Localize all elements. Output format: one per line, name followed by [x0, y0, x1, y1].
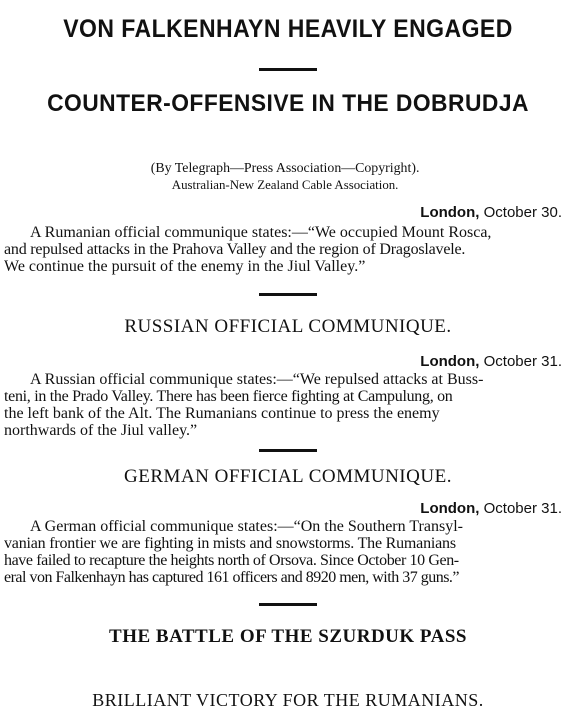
dateline-date: October 30. — [483, 204, 562, 221]
section3-line-1: A German official communique states:—“On the Southern Transyl- — [30, 518, 463, 535]
section3-line-2: vanian frontier we are fighting in mists and snowstorms. The Rumanians — [4, 535, 456, 552]
section4-subheading: BRILLIANT VICTORY FOR THE RUMANIANS. — [92, 690, 484, 710]
section2-line-2: teni, in the Prado Valley. There has been fierce fighting at Campulung, on — [4, 388, 453, 405]
section1-line-1: A Rumanian official communique states:—“We occupied Mount Rosca, — [30, 224, 492, 241]
section2-line-1: A Russian official communique states:—“We repulsed attacks at Buss- — [30, 371, 484, 388]
section3-rule — [259, 603, 317, 606]
headline-rule — [259, 68, 317, 71]
dateline-section1 — [420, 204, 562, 221]
dateline-place: London, — [420, 353, 480, 370]
section1-line-3: We continue the pursuit of the enemy in the Jiul Valley.” — [4, 258, 366, 275]
main-headline: VON FALKENHAYN HEAVILY ENGAGED — [63, 15, 513, 43]
section3-line-4: eral von Falkenhayn has captured 161 officers and 8920 men, with 37 guns.” — [4, 569, 460, 586]
section3-heading: GERMAN OFFICIAL COMMUNIQUE. — [124, 466, 452, 487]
section2-rule — [259, 449, 317, 452]
credit-line-telegraph: (By Telegraph—Press Association—Copyright). — [150, 161, 420, 176]
section1-rule — [259, 293, 317, 296]
dateline-date: October 31. — [483, 500, 562, 517]
section2-heading: RUSSIAN OFFICIAL COMMUNIQUE. — [124, 316, 452, 337]
credit-line-cable-association: Australian-New Zealand Cable Association. — [171, 177, 399, 192]
section2-line-3: the left bank of the Alt. The Rumanians continue to press the enemy — [4, 405, 440, 422]
section1-line-2: and repulsed attacks in the Prahova Valley and the region of Dragoslavele. — [4, 241, 466, 258]
section2-line-4: northwards of the Jiul valley.” — [4, 422, 198, 439]
sub-headline: COUNTER-OFFENSIVE IN THE DOBRUDJA — [47, 90, 529, 117]
dateline-place: London, — [420, 204, 480, 221]
dateline-section3 — [420, 500, 562, 517]
section4-heading: THE BATTLE OF THE SZURDUK PASS — [109, 626, 467, 647]
dateline-date: October 31. — [483, 353, 562, 370]
section3-line-3: have failed to recapture the heights north of Orsova. Since October 10 Gen- — [4, 552, 459, 569]
dateline-place: London, — [420, 500, 480, 517]
dateline-section2 — [420, 353, 562, 370]
